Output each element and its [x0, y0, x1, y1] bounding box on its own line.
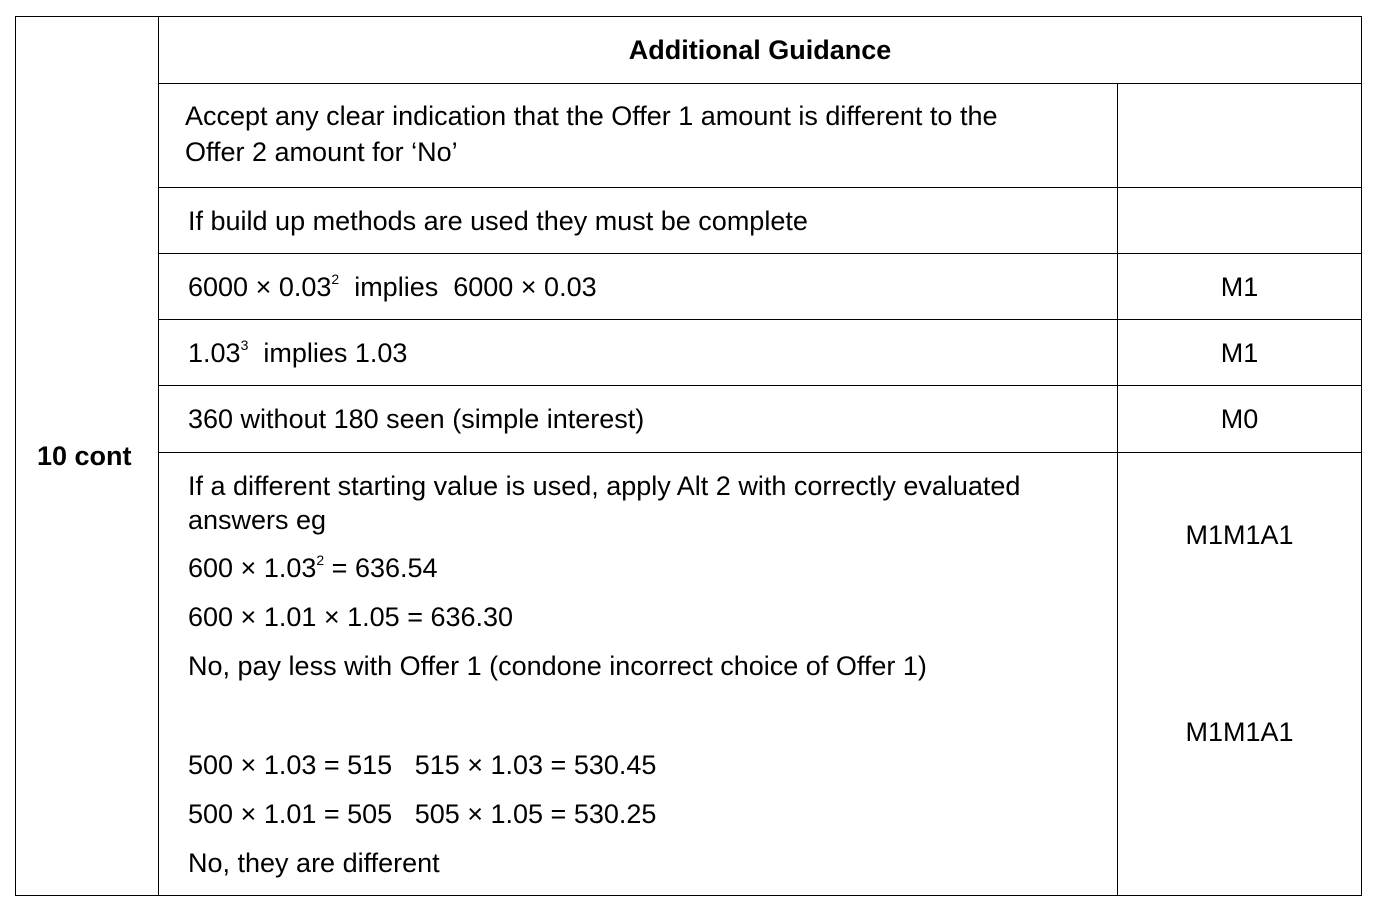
column-divider-marks [1117, 83, 1118, 896]
guidance-text: If build up methods are used they must be complete [188, 206, 808, 236]
example-line: $600 \times 1.03^2 = 636.54$ [188, 552, 438, 583]
row-divider [158, 83, 1362, 84]
row-divider [158, 452, 1362, 453]
guidance-text: Accept any clear indication that the Offer 1 amount is different to the [185, 101, 998, 131]
mark-value: M1M1A1 [1185, 520, 1294, 550]
question-label: 10 cont [37, 441, 132, 471]
row-divider [158, 319, 1362, 320]
guidance-text: Offer 2 amount for ‘No’ [185, 137, 458, 167]
example-line: 500 × 1.03 = 515 515 × 1.03 = 530.45 [188, 750, 657, 780]
guidance-text: 360 without 180 seen (simple interest) [188, 404, 645, 434]
mark-value: M1 [1220, 272, 1259, 302]
mark-value: M1M1A1 [1185, 717, 1294, 747]
example-line: No, they are different [188, 848, 440, 878]
row-divider [158, 385, 1362, 386]
row-divider [158, 187, 1362, 188]
guidance-text: If a different starting value is used, apply Alt 2 with correctly evaluated [188, 471, 1021, 501]
guidance-text: answers eg [188, 505, 327, 535]
column-divider-label [158, 16, 159, 896]
row-divider [158, 253, 1362, 254]
table-header: Additional Guidance [628, 35, 892, 65]
mark-value: M0 [1220, 404, 1259, 434]
example-line: 500 × 1.01 = 505 505 × 1.05 = 530.25 [188, 799, 657, 829]
example-line: No, pay less with Offer 1 (condone incorrect choice of Offer 1) [188, 651, 927, 681]
guidance-expression: 1.03$^3$ implies 1.03 [188, 337, 408, 368]
mark-value: M1 [1220, 338, 1259, 368]
example-line: 600 × 1.01 × 1.05 = 636.30 [188, 602, 514, 632]
guidance-expression: $6000 \times 0.03^2$ implies 6000 × 0.03 [188, 271, 597, 302]
